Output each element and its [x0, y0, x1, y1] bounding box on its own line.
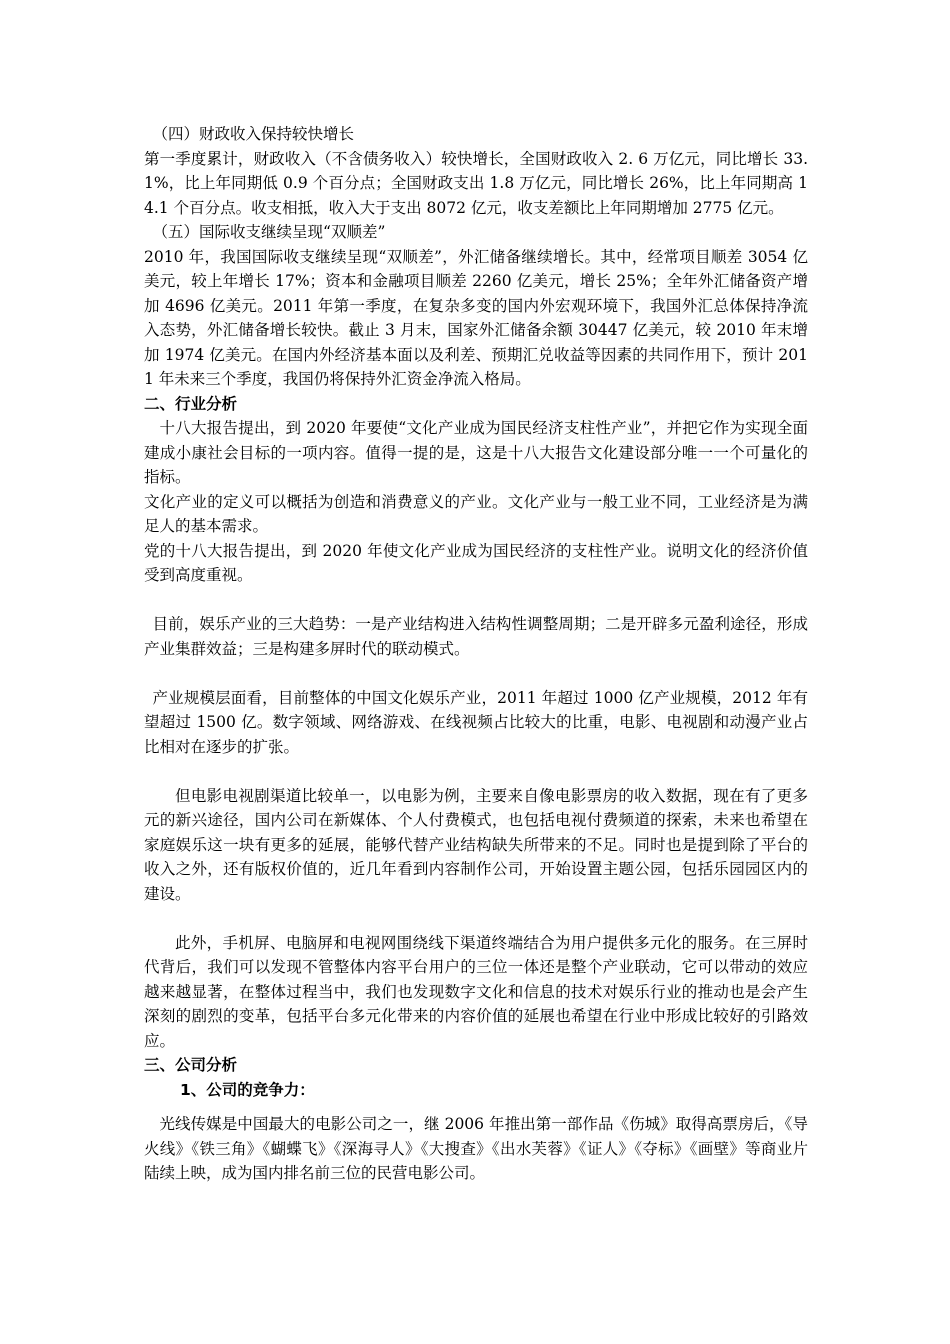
industry-paragraph-7: 此外，手机屏、电脑屏和电视网围绕线下渠道终端结合为用户提供多元化的服务。在三屏时代背后，我们可以发现不管整体内容平台用户的三位一体还是整个产业联动，它可以带动的效应越来越显著，在整体过程当中，我们也发现数字文化和信息的技术对娱乐行业的推动也是会产生深刻的剧烈的变革，包括平台多元化带来的内容价值的延展也希望在行业中形成比较好的引路效应。 [144, 933, 808, 1050]
section-5-body: 2010 年，我国国际收支继续呈现“双顺差”，外汇储备继续增长。其中，经常项目顺差 3054 亿美元，较上年增长 17%；资本和金融项目顺差 2260 亿美元，增长 25%；全年外汇储备资产增加 4696 亿美元。2011 年第一季度，在复杂多变的国内外宏观环境下，我国外汇总体保持净流入态势，外汇储备增长较快。截止 3 月末，国家外汇储备余额 30447 亿美元，较 2010 年末增加 1974 亿美元。在国内外经济基本面以及利差、预期汇兑收益等因素的共同作用下，预计 2011 年未来三个季度，我国仍将保持外汇资金净流入格局。 [144, 247, 808, 388]
blank-line [144, 906, 808, 931]
document-page [144, 122, 808, 1186]
industry-paragraph-4: 目前，娱乐产业的三大趋势：一是产业结构进入结构性调整周期；二是开辟多元盈利途径，形成产业集群效益；三是构建多屏时代的联动模式。 [144, 615, 808, 658]
company-paragraph-1: 光线传媒是中国最大的电影公司之一，继 2006 年推出第一部作品《伤城》取得高票房后，《导火线》《铁三角》《蝴蝶飞》《深海寻人》《大搜查》《出水芙蓉》《证人》《夺标》《画壁》等商业片陆续上映，成为国内排名前三位的民营电影公司。 [144, 1115, 808, 1182]
industry-paragraph-6: 但电影电视剧渠道比较单一，以电影为例，主要来自像电影票房的收入数据，现在有了更多元的新兴途径，国内公司在新媒体、个人付费模式，也包括电视付费频道的探索，未来也希望在家庭娱乐这一块有更多的延展，能够代替产业结构缺失所带来的不足。同时也是提到除了平台的收入之外，还有版权价值的，近几年看到内容制作公司，开始设置主题公园，包括乐园园区内的建设。 [144, 786, 808, 903]
spacer [144, 1102, 808, 1112]
industry-paragraph-2: 文化产业的定义可以概括为创造和消费意义的产业。文化产业与一般工业不同，工业经济是为满足人的基本需求。 [144, 492, 808, 535]
section-5-title: （五）国际收支继续呈现“双顺差” [152, 223, 386, 241]
blank-line [144, 759, 808, 784]
blank-line [144, 588, 808, 613]
company-heading: 三、公司分析 [144, 1056, 238, 1074]
industry-heading: 二、行业分析 [144, 394, 238, 413]
industry-paragraph-5: 产业规模层面看，目前整体的中国文化娱乐产业，2011 年超过 1000 亿产业规模，2012 年有望超过 1500 亿。数字领域、网络游戏、在线视频占比较大的比重，电影、电视剧和动漫产业占比相对在逐步的扩张。 [144, 688, 808, 756]
section-4-title: （四）财政收入保持较快增长 [152, 125, 355, 143]
industry-paragraph-1: 十八大报告提出，到 2020 年要使“文化产业成为国民经济支柱性产业”，并把它作为实现全面建成小康社会目标的一项内容。值得一提的是，这是十八大报告文化建设部分唯一一个可量化的指标。 [144, 419, 808, 486]
company-subheading-competitiveness: 1、公司的竞争力： [180, 1080, 315, 1099]
blank-line [144, 661, 808, 686]
industry-paragraph-3: 党的十八大报告提出，到 2020 年使文化产业成为国民经济的支柱性产业。说明文化的经济价值受到高度重视。 [144, 541, 808, 584]
section-4-body: 第一季度累计，财政收入（不含债务收入）较快增长，全国财政收入 2. 6 万亿元，同比增长 33.1%，比上年同期低 0.9 个百分点；全国财政支出 1.8 万亿元，同比增长 26%，比上年同期高 14.1 个百分点。收支相抵，收入大于支出 8072 亿元，收支差额比上年同期增加 2775 亿元。 [144, 149, 808, 217]
